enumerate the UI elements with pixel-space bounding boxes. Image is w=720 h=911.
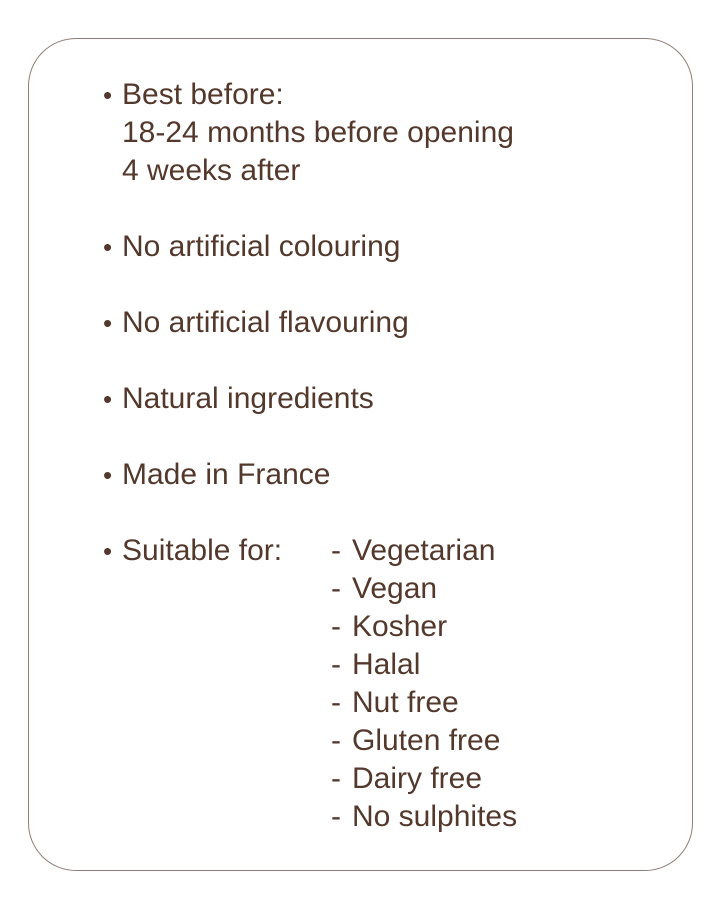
suitable-option-label: Gluten free: [352, 724, 501, 757]
bullet-lines: [122, 380, 672, 418]
bullet-icon: •: [103, 232, 113, 262]
bullet-lines: [122, 76, 672, 190]
bullet-item-no-artificial-flavouring: [103, 304, 672, 342]
bullet-item-made-in-france: [103, 456, 672, 494]
dash-icon: -: [331, 572, 341, 605]
dash-icon: -: [331, 686, 341, 719]
suitable-option-label: Vegan: [352, 572, 438, 605]
suitable-option: [331, 608, 672, 646]
suitable-option: [331, 760, 672, 798]
suitable-option-label: Nut free: [352, 686, 459, 719]
dash-icon: -: [331, 724, 341, 757]
bullet-icon: •: [103, 80, 113, 110]
suitable-option-label: Kosher: [352, 610, 448, 643]
bullet-line: Best before:: [122, 78, 284, 111]
label-content: [29, 39, 692, 836]
suitable-option: [331, 722, 672, 760]
bullet-line: 4 weeks after: [122, 154, 301, 187]
bullet-line: No artificial flavouring: [122, 306, 409, 339]
bullet-icon: •: [103, 308, 113, 338]
dash-icon: -: [331, 762, 341, 795]
suitable-option: [331, 684, 672, 722]
suitable-for-label: Suitable for:: [122, 534, 283, 567]
bullet-line: No artificial colouring: [122, 230, 401, 263]
suitable-option-label: Vegetarian: [352, 534, 496, 567]
bullet-lines: [122, 456, 672, 494]
bullet-item-best-before: [103, 76, 672, 190]
bullet-item-natural-ingredients: [103, 380, 672, 418]
dash-icon: -: [331, 800, 341, 833]
suitable-option: [331, 646, 672, 684]
suitable-options-list: [331, 532, 672, 836]
dash-icon: -: [331, 648, 341, 681]
bullet-line: Natural ingredients: [122, 382, 374, 415]
bullet-line: 18-24 months before opening: [122, 116, 514, 149]
suitable-option: [331, 570, 672, 608]
suitable-option: [331, 532, 672, 570]
bullet-icon: •: [103, 460, 113, 490]
suitable-option-label: No sulphites: [352, 800, 518, 833]
bullet-item-suitable-for: [103, 532, 672, 836]
bullet-line: Made in France: [122, 458, 331, 491]
bullet-lines: [122, 304, 672, 342]
dash-icon: -: [331, 534, 341, 567]
label-card: [28, 38, 693, 871]
bullet-lines: [122, 228, 672, 266]
bullet-icon: •: [103, 384, 113, 414]
suitable-option: [331, 798, 672, 836]
bullet-icon: •: [103, 536, 113, 566]
suitable-option-label: Halal: [352, 648, 421, 681]
suitable-option-label: Dairy free: [352, 762, 483, 795]
dash-icon: -: [331, 610, 341, 643]
bullet-item-no-artificial-colouring: [103, 228, 672, 266]
